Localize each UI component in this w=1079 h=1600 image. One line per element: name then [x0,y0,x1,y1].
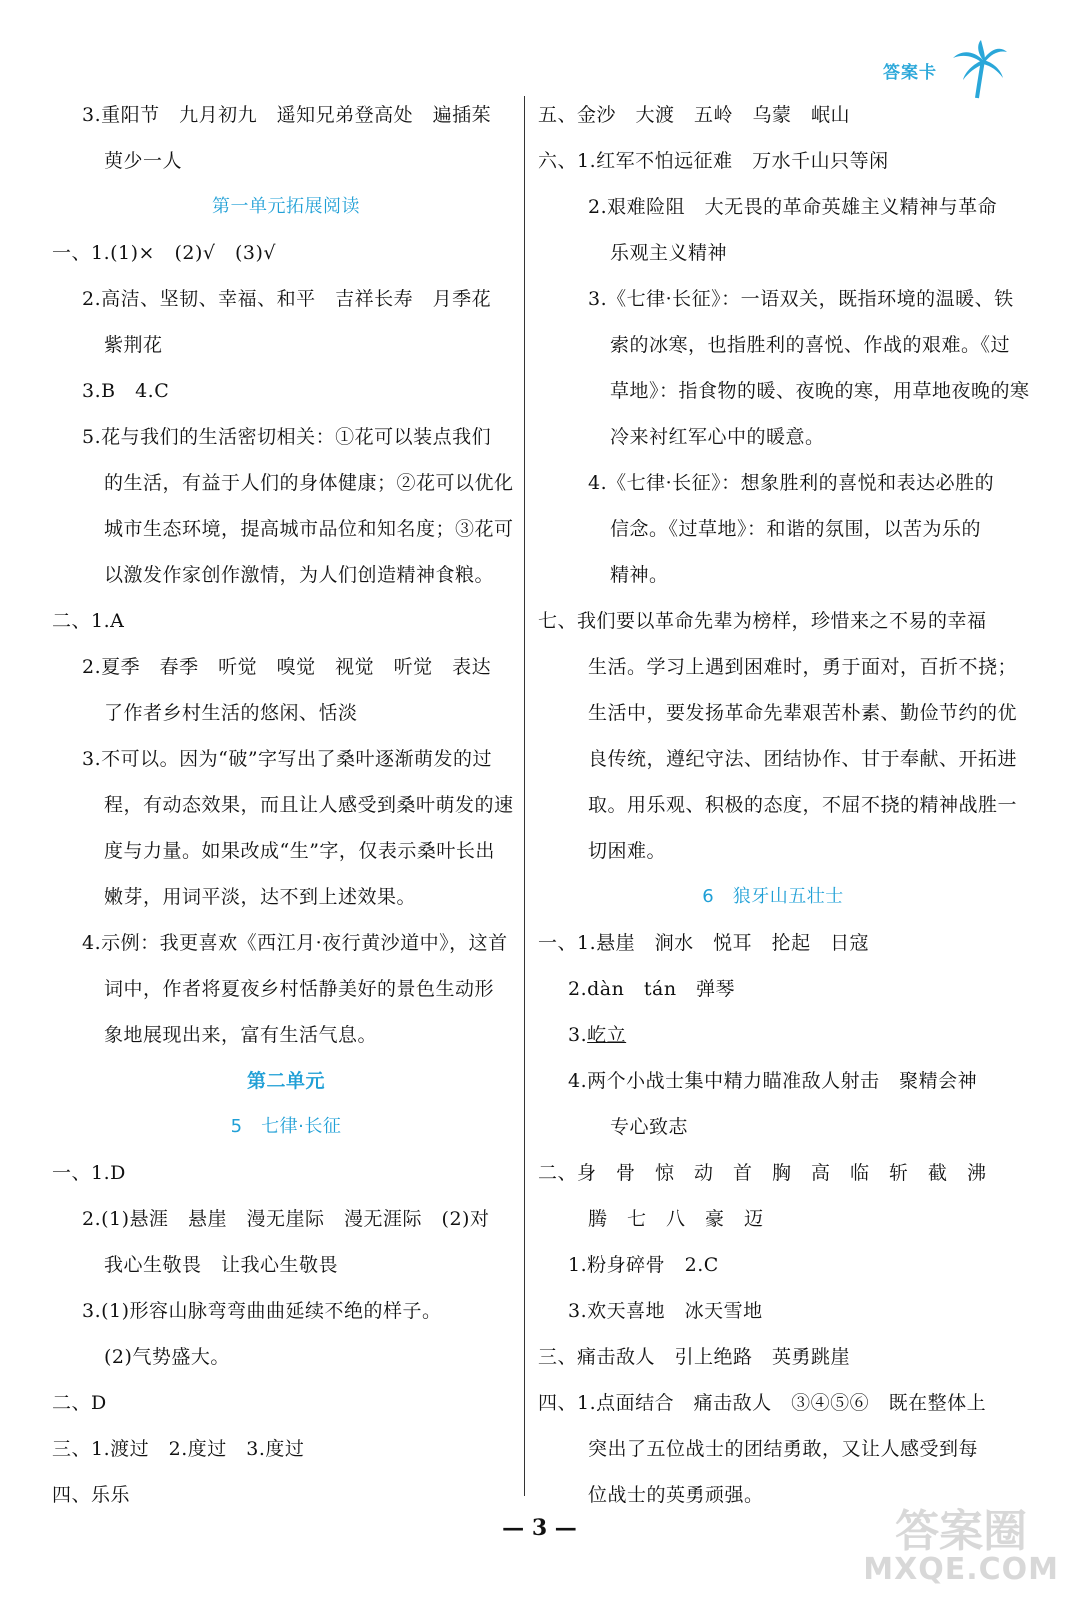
answer-line: 紫荆花 [104,334,163,356]
column-divider [524,96,525,1496]
watermark-url: MXQE.COM [863,1552,1059,1587]
answer-line: 突出了五位战士的团结勇敢，又让人感受到每 [588,1438,979,1460]
answer-line: 取。用乐观、积极的态度，不屈不挠的精神战胜一 [588,794,1018,816]
answer-line: 六、1.红军不怕远征难 万水千山只等闲 [538,150,889,172]
underlined-answer: 屹立 [587,1024,627,1046]
answer-line: 良传统，遵纪守法、团结协作、甘于奉献、开拓进 [588,748,1018,770]
answer-line: 词中，作者将夏夜乡村恬静美好的景色生动形 [104,978,495,1000]
answer-line: 草地》：指食物的暖、夜晚的寒，用草地夜晚的寒 [610,380,1030,402]
answer-card-label: 答案卡 [883,62,937,83]
answer-line: 程，有动态效果，而且让人感受到桑叶萌发的速 [104,794,514,816]
answer-line: 的生活，有益于人们的身体健康；②花可以优化 [104,472,514,494]
answer-line: 2.艰难险阻 大无畏的革命英雄主义精神与革命 [588,196,998,218]
answer-line: 度与力量。如果改成“生”字，仅表示桑叶长出 [104,840,495,862]
answer-line: 乐观主义精神 [610,242,728,264]
answer-line: 2.高洁、坚韧、幸福、和平 吉祥长寿 月季花 [82,288,492,310]
answer-line: 二、身 骨 惊 动 首 胸 高 临 斩 截 沸 [538,1162,987,1184]
page-number: — 3 — [502,1515,577,1541]
answer-line: 3.《七律·长征》：一语双关，既指环境的温暖、铁 [588,288,1014,310]
left-column [52,92,520,1518]
answer-line: 专心致志 [610,1116,689,1138]
answer-line: 萸少一人 [104,150,183,172]
answer-line: 二、D [52,1392,107,1414]
item-number: 3. [568,1024,588,1046]
answer-line: 3.(1)形容山脉弯弯曲曲延续不绝的样子。 [82,1300,442,1322]
right-column [538,92,1030,1518]
answer-line: 四、乐乐 [52,1484,131,1506]
answer-line: 三、痛击敌人 引上绝路 英勇跳崖 [538,1346,851,1368]
section-heading-unit2: 第二单元 [246,1070,325,1092]
answer-line: 3.重阳节 九月初九 遥知兄弟登高处 遍插茱 [82,104,492,126]
palm-tree-icon [947,40,1009,100]
answer-line: 3.欢天喜地 冰天雪地 [568,1300,763,1322]
answer-line: 4.两个小战士集中精力瞄准敌人射击 聚精会神 [568,1070,978,1092]
answer-line: 城市生态环境，提高城市品位和知名度；③花可 [104,518,514,540]
watermark [863,1506,1059,1587]
answer-line: 以激发作家创作激情，为人们创造精神食粮。 [104,564,495,586]
section-heading-unit1-extended-reading: 第一单元拓展阅读 [212,196,360,217]
answer-line: 冷来衬红军心中的暖意。 [610,426,825,448]
lesson-heading-5: 5 七律·长征 [230,1116,342,1137]
answer-line: 4.《七律·长征》：想象胜利的喜悦和表达必胜的 [588,472,995,494]
answer-line: 一、1.D [52,1162,126,1184]
answer-line: 索的冰寒，也指胜利的喜悦、作战的艰难。《过 [610,334,1011,356]
answer-line: 2.dàn tán 弹琴 [568,978,736,1000]
page-header [883,40,1009,100]
answer-line: 生活。学习上遇到困难时，勇于面对，百折不挠； [588,656,1018,678]
answer-line: 1.粉身碎骨 2.C [568,1254,719,1276]
answer-line: 3.B 4.C [82,380,170,402]
answer-line: 七、我们要以革命先辈为榜样，珍惜来之不易的幸福 [538,610,987,632]
answer-line: 五、金沙 大渡 五岭 乌蒙 岷山 [538,104,851,126]
answer-line: 生活中，要发扬革命先辈艰苦朴素、勤俭节约的优 [588,702,1018,724]
answer-line: 位战士的英勇顽强。 [588,1484,764,1506]
answer-line: 了作者乡村生活的悠闲、恬淡 [104,702,358,724]
answer-line: 腾 七 八 豪 迈 [588,1208,764,1230]
lesson-heading-6: 6 狼牙山五壮士 [702,886,844,907]
answer-line: 二、1.A [52,610,125,632]
answer-line: 切困难。 [588,840,667,862]
answer-line: 一、1.(1)× (2)√ (3)√ [52,242,277,264]
answer-line: 信念。《过草地》：和谐的氛围，以苦为乐的 [610,518,982,540]
answer-line: 4.示例：我更喜欢《西江月·夜行黄沙道中》，这首 [82,932,508,954]
answer-line: 一、1.悬崖 涧水 悦耳 抡起 日寇 [538,932,870,954]
answer-line [538,1012,1008,1058]
answer-line: 嫩芽，用词平淡，达不到上述效果。 [104,886,417,908]
answer-line: 精神。 [610,564,669,586]
answer-line: 三、1.渡过 2.度过 3.度过 [52,1438,305,1460]
watermark-text: 答案圈 [895,1506,1028,1557]
answer-line: 2.(1)悬涯 悬崖 漫无崖际 漫无涯际 (2)对 [82,1208,490,1230]
answer-line: 四、1.点面结合 痛击敌人 ③④⑤⑥ 既在整体上 [538,1392,987,1414]
answer-line: 象地展现出来，富有生活气息。 [104,1024,378,1046]
answer-line: (2)气势盛大。 [104,1346,230,1368]
answer-line: 2.夏季 春季 听觉 嗅觉 视觉 听觉 表达 [82,656,492,678]
answer-line: 我心生敬畏 让我心生敬畏 [104,1254,339,1276]
answer-line: 5.花与我们的生活密切相关：①花可以装点我们 [82,426,492,448]
answer-line: 3.不可以。因为“破”字写出了桑叶逐渐萌发的过 [82,748,493,770]
